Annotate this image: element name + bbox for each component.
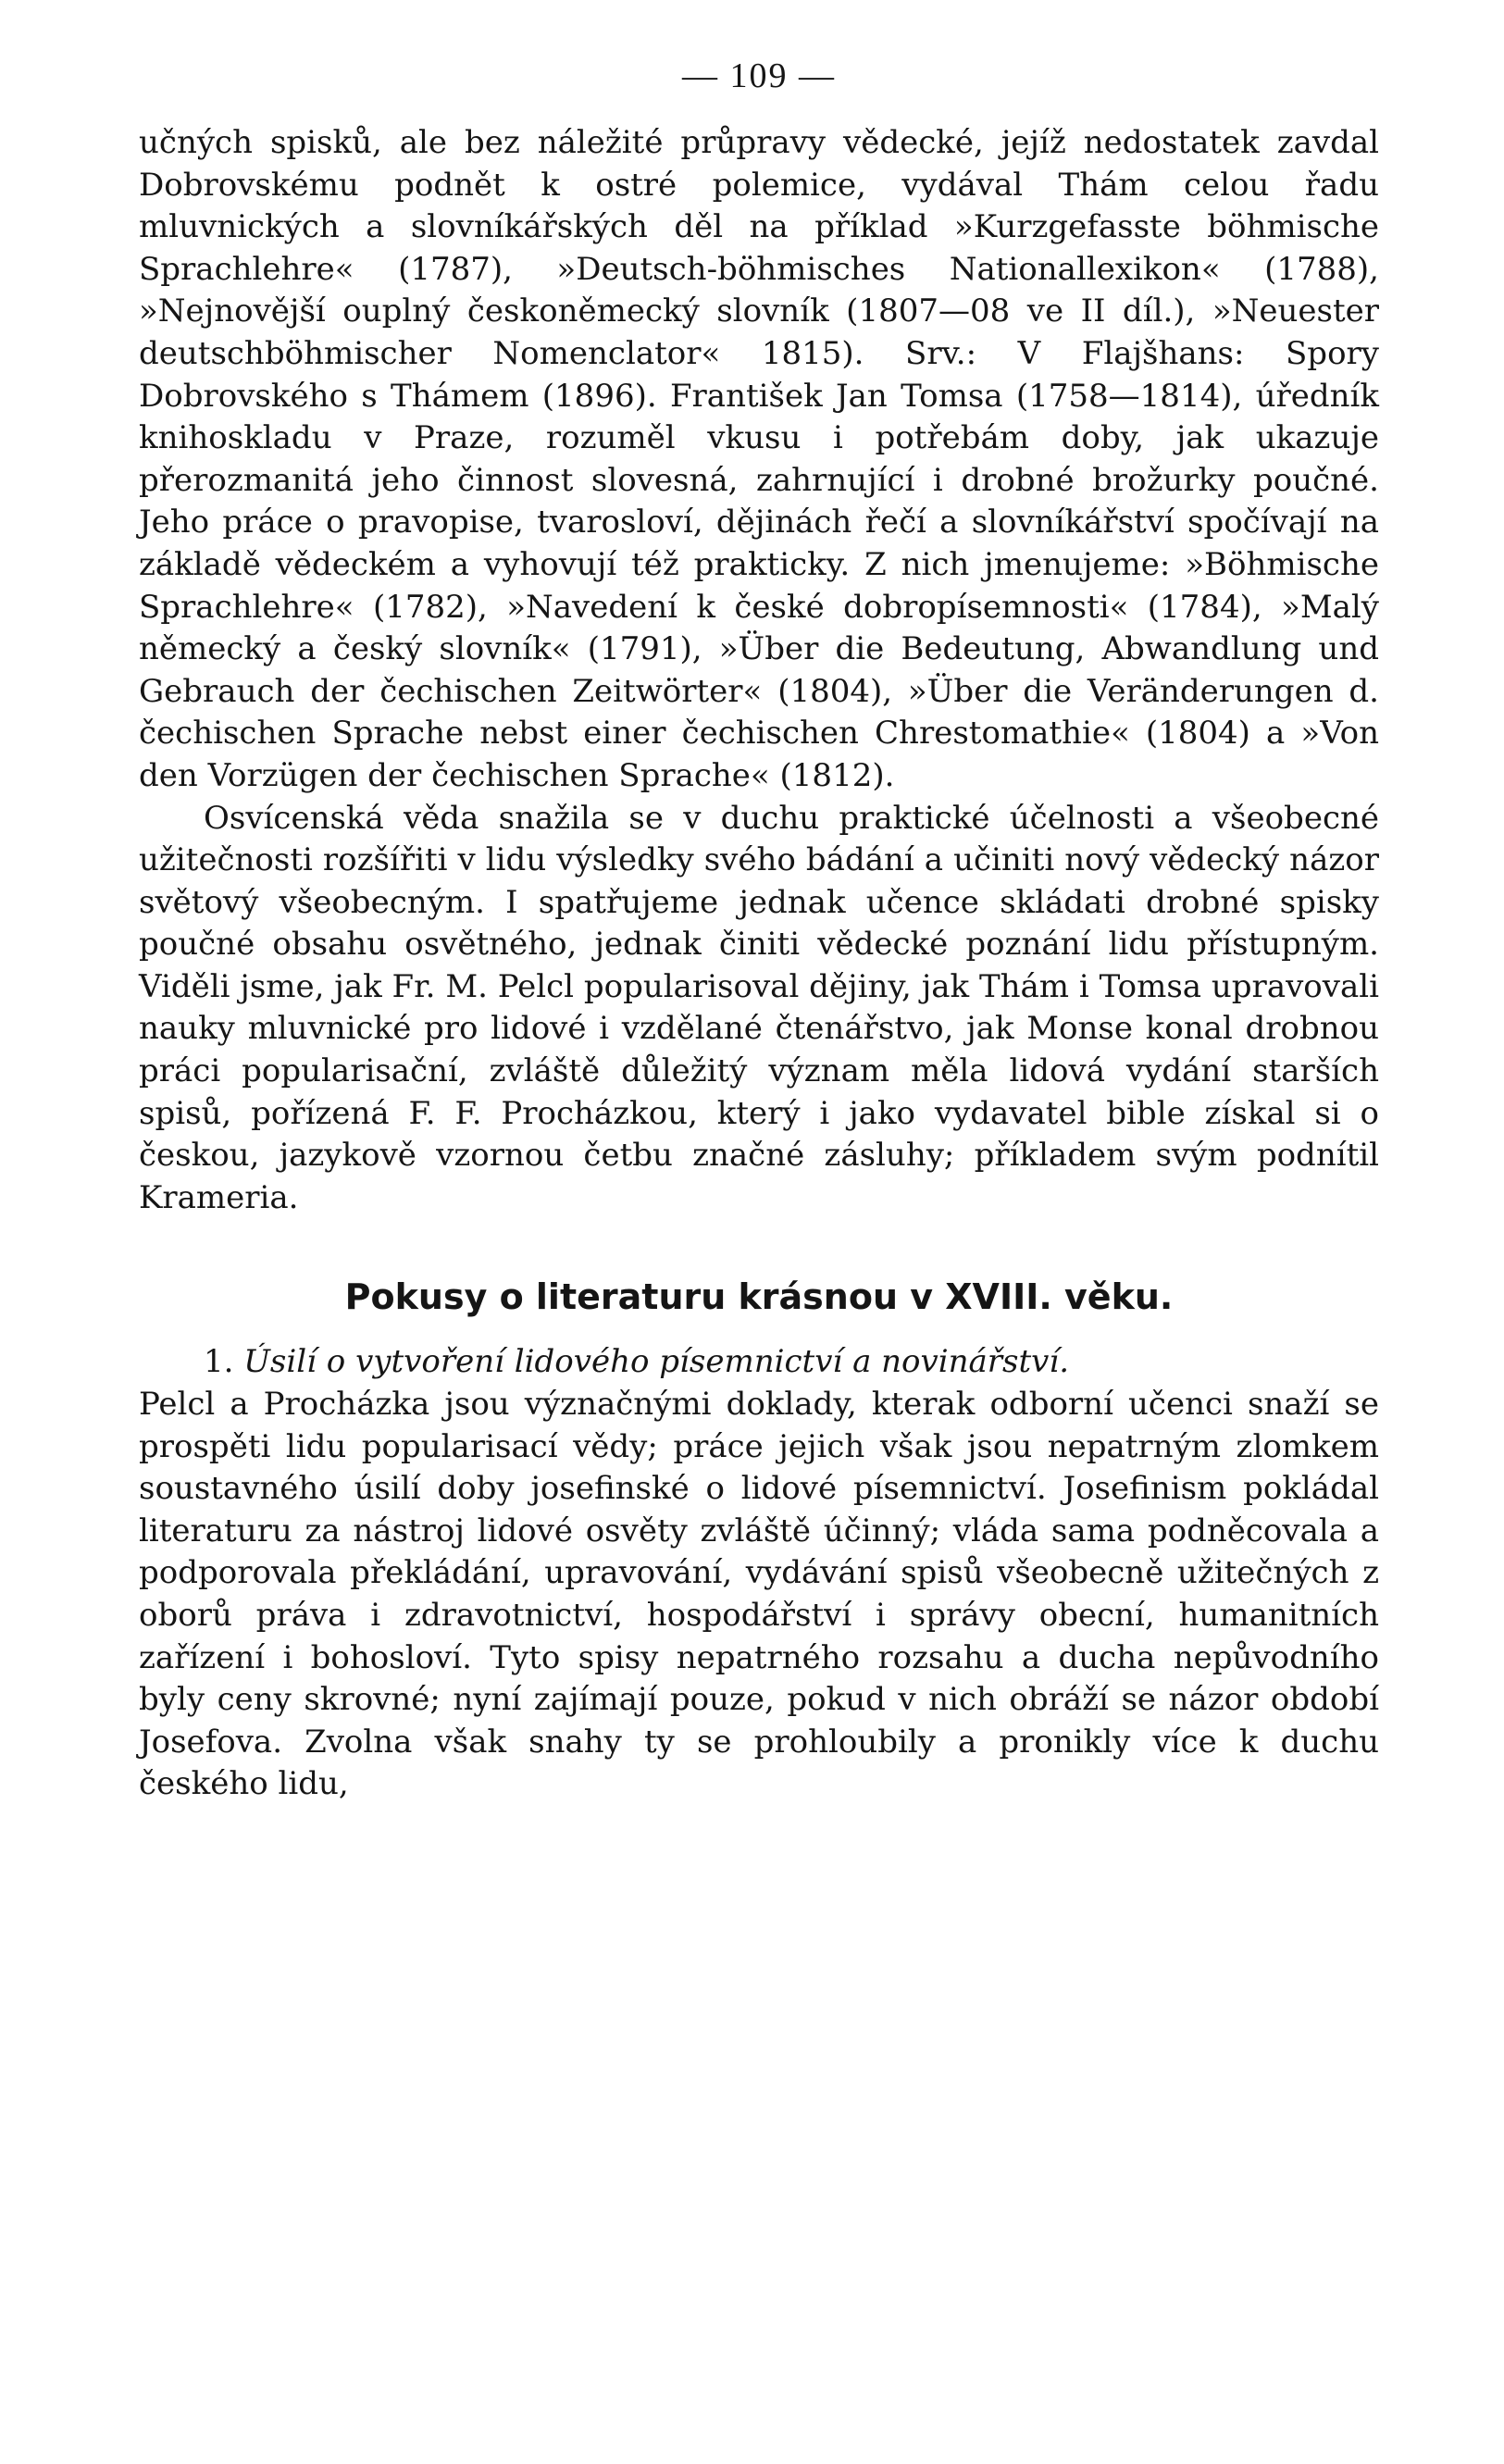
- page-number: — 109 —: [682, 56, 836, 95]
- section-heading: Pokusy o literaturu krásnou v XVIII. věku.: [344, 1276, 1174, 1318]
- paragraph-pelcl-prochazka: Pelcl a Procházka jsou význačnými doklady, kterak odborní učenci snaží se prospěti lidu popularisací vědy; práce jejich však jsou nepatrným zlomkem soustavného úsilí doby josefinské o lidové písemnictví. Josefinism pokládal literaturu za nástroj lidové osvěty zvláště účinný; vláda sama podněcovala a podporovala překládání, upravování, vydávání spisů všeobecně užitečných z oborů práva i zdravotnictví, hospodářství i správy obecní, humanitních zařízení i bohosloví. Tyto spisy nepatrného rozsahu a ducha nepůvodního byly ceny skrovné; nyní zajímají pouze, pokud v nich obráží se názor období Josefova. Zvolna však snahy ty se prohloubily a pronikly více k duchu českého lidu,: [139, 1386, 1379, 1803]
- subsection-heading: [139, 1341, 1379, 1384]
- book-page: [139, 56, 1379, 1806]
- paragraph-continuation: učných spisků, ale bez náležité průpravy vědecké, jejíž nedostatek zavdal Dobrovskému podnět k ostré polemice, vydával Thám celou řadu mluvnických a slovníkářských děl na příklad »Kurzgefasste böhmische Sprachlehre« (1787), »Deutsch-böhmisches Nationallexikon« (1788), »Nejnovější ouplný českoněmecký slovník (1807—08 ve II díl.), »Neuester deutschböhmischer Nomenclator« 1815). Srv.: V Flajšhans: Spory Dobrovského s Thámem (1896). František Jan Tomsa (1758—1814), úředník knihoskladu v Praze, rozuměl vkusu i potřebám doby, jak ukazuje přerozmanitá jeho činnost slovesná, zahrnující i drobné brožurky poučné. Jeho práce o pravopise, tvarosloví, dějinách řečí a slovníkářství spočívají na základě vědeckém a vyhovují též prakticky. Z nich jmenujeme: »Böhmische Sprachlehre« (1782), »Navedení k české dobropísemnosti« (1784), »Malý německý a český slovník« (1791), »Über die Bedeutung, Abwandlung und Gebrauch der čechischen Zeitwörter« (1804), »Über die Veränderungen d. čechischen Sprache nebst einer čechischen Chrestomathie« (1804) a »Von den Vorzügen der čechischen Sprache« (1812).: [139, 124, 1379, 794]
- subsection-title: Úsilí o vytvoření lidového písemnictví a novinářství.: [243, 1343, 1070, 1381]
- subsection-number: 1.: [204, 1343, 234, 1381]
- paragraph-enlightenment: Osvícenská věda snažila se v duchu praktické účelnosti a všeobecné užitečnosti rozšířiti v lidu výsledky svého bádání a učiniti nový vědecký názor světový všeobecným. I spatřujeme jednak učence skládati drobné spisky poučné obsahu osvětného, jednak činiti vědecké poznání lidu přístupným. Viděli jsme, jak Fr. M. Pelcl popularisoval dějiny, jak Thám i Tomsa upravovali nauky mluvnické pro lidové i vzdělané čtenářstvo, jak Monse konal drobnou práci popularisační, zvláště důležitý význam měla lidová vydání starších spisů, pořízená F. F. Procházkou, který i jako vydavatel bible získal si o českou, jazykově vzornou četbu značné zásluhy; příkladem svým podnítil Krameria.: [139, 799, 1379, 1216]
